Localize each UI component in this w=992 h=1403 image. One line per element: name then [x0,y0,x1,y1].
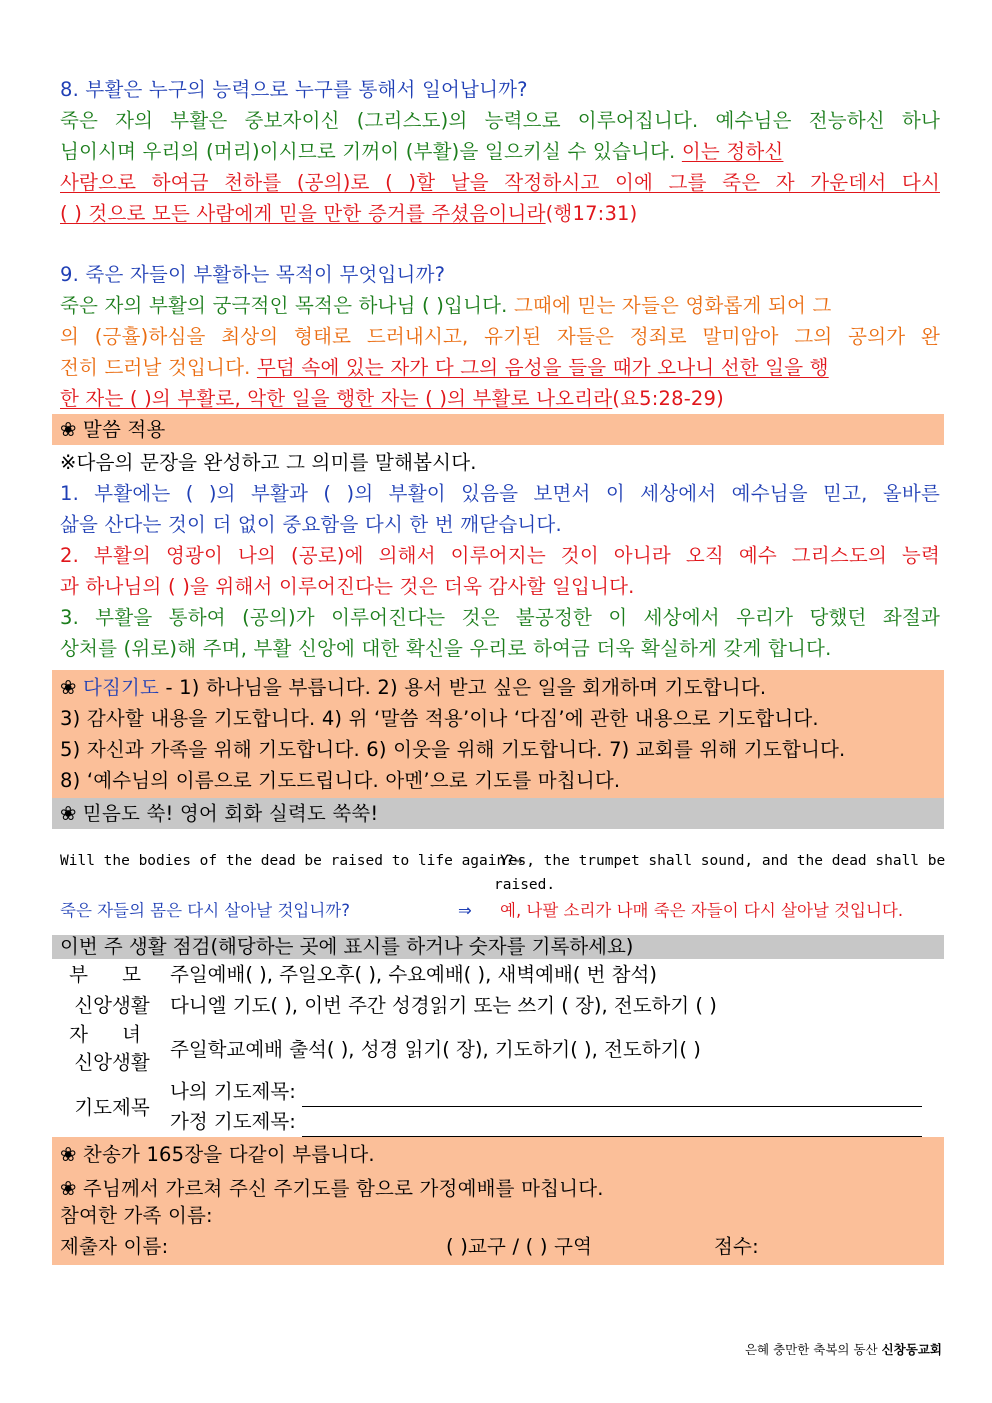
apply-header: ❀ 말씀 적용 [52,414,944,445]
q9-answer-line3 [60,352,940,383]
prayer-topics [164,1077,940,1137]
q8-answer-line1: 죽은 자의 부활은 중보자이신 (그리스도)의 능력으로 이루어집니다. 예수님은 전능하신 하나 [60,109,940,132]
submitter-row [60,1231,944,1263]
footer-motto: 은혜 충만한 축복의 동산 [744,1342,882,1357]
apply-s3-line1: 3. 부활을 통하여 (공의)가 이루어진다는 것은 불공정한 이 세상에서 우리가 당했던 좌절과 [60,606,940,629]
closing-lords-prayer: ❀ 주님께서 가르쳐 주신 주기도를 함으로 가정예배를 마칩니다. [60,1177,604,1200]
closing-block [52,1137,944,1265]
submitter-label[interactable]: 제출자 이름: [60,1235,169,1258]
prayer-line4: 8) ‘예수님의 이름으로 기도드립니다. 아멘’으로 기도를 마칩니다. [60,769,621,792]
prayer-block [52,670,944,798]
korean-question: 죽은 자들의 몸은 다시 살아날 것입니까? [60,901,351,920]
english-header: ❀ 믿음도 쑥! 영어 회화 실력도 쑥쑥! [52,798,944,829]
q9-verse-ref: (요5:28-29) [612,387,724,410]
q8-verse-line4-text: ( ) 것으로 모든 사람에게 믿을 만한 증거를 주셨음이니라 [60,202,546,225]
prayer-line3: 5) 자신과 가족을 위해 기도합니다. 6) 이웃을 위해 기도합니다. 7) 교회를 위해 기도합니다. [60,738,846,761]
child-label-1: 자 녀 [69,1023,155,1046]
parent-row1[interactable]: 주일예배( ), 주일오후( ), 수요예배( ), 새벽예배( 번 참석) [170,963,657,986]
child-row[interactable]: 주일학교예배 출석( ), 성경 읽기( 장), 기도하기( ), 전도하기( ) [170,1037,701,1061]
apply-intro: ※다음의 문장을 완성하고 그 의미를 말해봅시다. [60,451,477,474]
q8-question: 8. 부활은 누구의 능력으로 누구를 통해서 일어납니까? [60,78,528,101]
prayer-line1-text: - 1) 하나님을 부릅니다. 2) 용서 받고 싶은 일을 회개하며 기도합니다. [159,676,767,699]
family-prayer-field[interactable] [302,1114,922,1137]
apply-s1-line1: 1. 부활에는 ( )의 부활과 ( )의 부활이 있음을 보면서 이 세상에서 예수님을 믿고, 올바른 [60,482,940,505]
english-answer-line1: Yes, the trumpet shall sound, and the dead shall be [500,853,946,869]
q9-answer-line1-orange: 그때에 믿는 자들은 영화롭게 되어 그 [513,294,832,317]
english-answer-line2: raised. [494,877,556,893]
child-label-2: 신앙생활 [74,1051,150,1074]
apply-s1-line2: 삶을 산다는 것이 더 없이 중요함을 다시 한 번 깨닫습니다. [60,513,562,536]
district-field[interactable]: ( )교구 / ( ) 구역 [446,1235,593,1258]
q8-answer-line2-text: 님이시며 우리의 (머리)이시므로 기꺼이 (부활)을 일으키실 수 있습니다. [60,140,682,163]
score-label[interactable]: 점수: [714,1235,759,1258]
my-prayer-label: 나의 기도제목: [170,1080,296,1103]
check-header: 이번 주 생활 점검(해당하는 곳에 표시를 하거나 숫자를 기록하세요) [52,935,944,959]
parent-label-2: 신앙생활 [74,994,150,1017]
q9-verse-start: 무덤 속에 있는 자가 다 그의 음성을 들을 때가 오나니 선한 일을 행 [256,356,829,379]
korean-answer: 예, 나팔 소리가 나매 죽은 자들이 다시 살아날 것입니다. [500,901,904,920]
footer [745,1340,942,1358]
apply-s2-line1: 2. 부활의 영광이 나의 (공로)에 의해서 이루어지는 것이 아니라 오직 예수 그리스도의 능력 [60,544,940,567]
parent-label-1: 부 모 [69,963,155,986]
q9-question: 9. 죽은 자들이 부활하는 목적이 무엇입니까? [60,263,446,286]
q9-answer-line3-text: 전히 드러날 것입니다. [60,356,257,379]
my-prayer-row [170,1077,940,1107]
q9-verse-line4-text: 한 자는 ( )의 부활로, 악한 일을 행한 자는 ( )의 부활로 나오리라 [60,387,613,410]
prayer-title: 다짐기도 [82,676,160,699]
child-label [60,1021,164,1077]
english-qa [60,849,946,897]
q9-verse-line4 [60,383,940,414]
q8-verse-line3: 사람으로 하여금 천하를 (공의)로 ( )할 날을 작정하시고 이에 그를 죽은 자 가운데서 다시 [60,171,940,194]
prayer-topic-label: 기도제목 [74,1095,150,1119]
english-question: Will the bodies of the dead be raised to life again?⇒ [60,853,523,869]
prayer-flower-icon: ❀ [60,676,83,699]
my-prayer-field[interactable] [302,1084,922,1107]
q8-verse-ref: (행17:31) [545,202,638,225]
family-prayer-row [170,1107,940,1137]
family-prayer-label: 가정 기도제목: [170,1110,296,1133]
apply-s2-line2: 과 하나님의 ( )을 위해서 이루어진다는 것은 더욱 감사할 일입니다. [60,575,635,598]
prayer-line1 [60,672,944,703]
check-table [60,959,940,1137]
korean-qa [60,897,940,935]
arrow-icon: ⇒ [458,901,472,920]
q8-verse-line4 [60,198,940,229]
closing-hymn: ❀ 찬송가 165장을 다같이 부릅니다. [60,1143,375,1166]
prayer-line2: 3) 감사할 내용을 기도합니다. 4) 위 ‘말씀 적용’이나 ‘다짐’에 관한 내용으로 기도합니다. [60,707,819,730]
q8-verse-start: 이는 정하신 [681,140,784,163]
church-name: 신창동교회 [881,1342,942,1357]
q8-answer-line2 [60,136,940,167]
q9-answer-line2: 의 (긍휼)하심을 최상의 형태로 드러내시고, 유기된 자들은 정죄로 말미암아 그의 공의가 완 [60,325,940,348]
q9-answer-line1-text: 죽은 자의 부활의 궁극적인 목적은 하나님 ( )입니다. [60,294,514,317]
apply-s3-line2: 상처를 (위로)해 주며, 부활 신앙에 대한 확신을 우리로 하여금 더욱 확실하게 갖게 합니다. [60,637,832,660]
worksheet-page [60,74,946,1265]
q9-answer-line1 [60,290,940,321]
family-names-label[interactable]: 참여한 가족 이름: [60,1204,213,1227]
parent-row2[interactable]: 다니엘 기도( ), 이번 주간 성경읽기 또는 쓰기 ( 장), 전도하기 ( ) [170,994,717,1017]
